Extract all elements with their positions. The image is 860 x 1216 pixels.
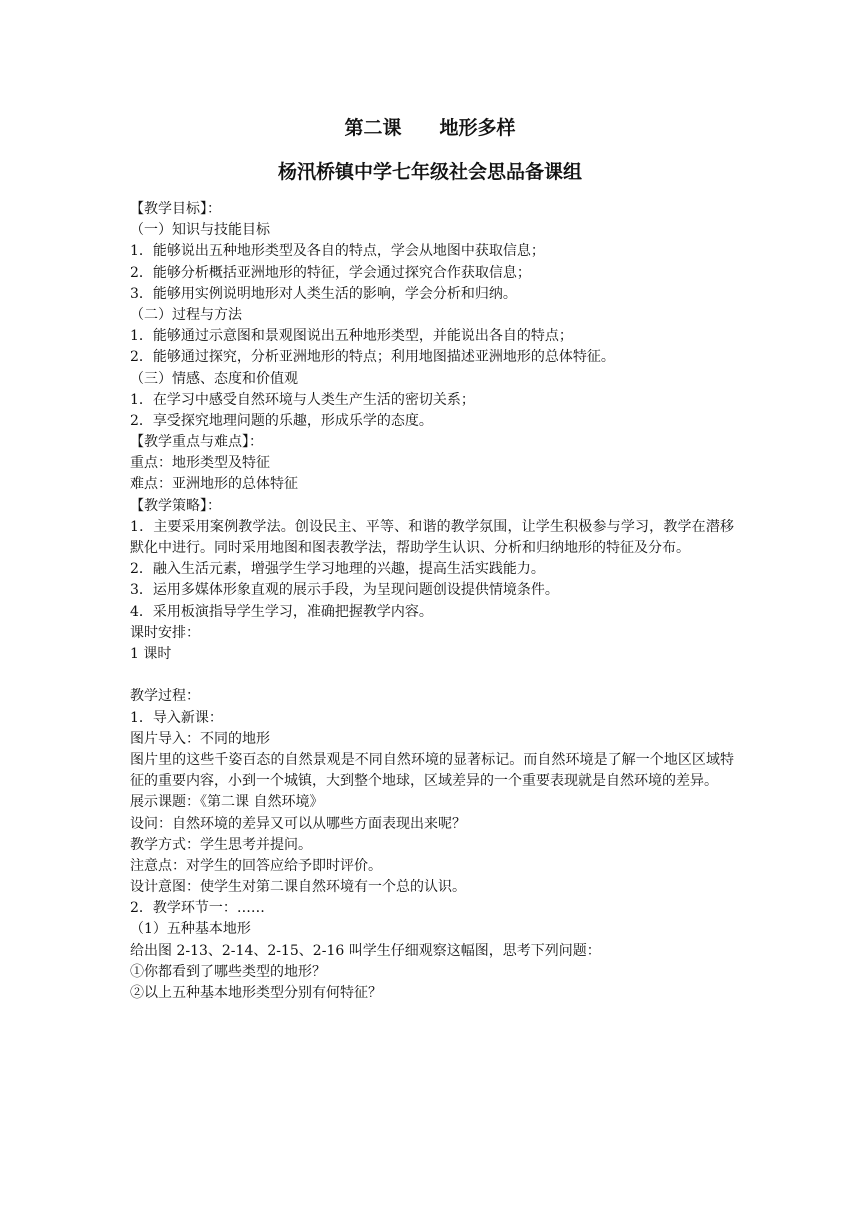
text-line: 设问：自然环境的差异又可以从哪些方面表现出来呢？ bbox=[130, 815, 466, 832]
text-line: （1）五种基本地形 bbox=[130, 921, 251, 938]
subsection-heading: （三）情感、态度和价值观 bbox=[130, 370, 298, 387]
text-line: 2．教学环节一：…… bbox=[130, 900, 265, 917]
list-item: 1．在学习中感受自然环境与人类生产生活的密切关系； bbox=[130, 391, 475, 408]
subsection-heading: （一）知识与技能目标 bbox=[130, 222, 270, 239]
list-item: 2．融入生活元素，增强学生学习地理的兴趣，提高生活实践能力。 bbox=[130, 561, 545, 578]
list-item: ①你都看到了哪些类型的地形？ bbox=[130, 963, 326, 980]
text-line: 展示课题：《第二课 自然环境》 bbox=[130, 794, 324, 811]
text-line: 给出图 2-13、2-14、2-15、2-16 叫学生仔细观察这幅图，思考下列问题： bbox=[130, 942, 601, 959]
list-item: 3．能够用实例说明地形对人类生活的影响，学会分析和归纳。 bbox=[130, 285, 517, 302]
list-item: 2．享受探究地理问题的乐趣，形成乐学的态度。 bbox=[130, 412, 433, 429]
text-line: 重点：地形类型及特征 bbox=[130, 455, 270, 472]
text-line: 课时安排： bbox=[130, 624, 200, 641]
list-item: 1．能够说出五种地形类型及各自的特点，学会从地图中获取信息； bbox=[130, 243, 545, 260]
list-item: 2．能够分析概括亚洲地形的特征，学会通过探究合作获取信息； bbox=[130, 264, 531, 281]
list-item: 2．能够通过探究，分析亚洲地形的特点；利用地图描述亚洲地形的总体特征。 bbox=[130, 349, 615, 366]
text-line: 注意点：对学生的回答应给予即时评价。 bbox=[130, 857, 382, 874]
document-body bbox=[130, 199, 734, 1004]
section-heading-key-points: 【教学重点与难点】： bbox=[130, 434, 263, 451]
text-line: 难点：亚洲地形的总体特征 bbox=[130, 476, 298, 493]
text-line: 图片导入：不同的地形 bbox=[130, 730, 270, 747]
list-item: 1．能够通过示意图和景观图说出五种地形类型，并能说出各自的特点； bbox=[130, 328, 573, 345]
list-item: 4．采用板演指导学生学习，准确把握教学内容。 bbox=[130, 603, 433, 620]
paragraph: 1．主要采用案例教学法。创设民主、平等、和谐的教学氛围，让学生积极参与学习，教学在潜移默化中进行。同时采用地图和图表教学法，帮助学生认识、分析和归纳地形的特征及分布。 bbox=[130, 518, 734, 557]
section-heading-strategy: 【教学策略】： bbox=[130, 497, 221, 514]
text-line: 1．导入新课： bbox=[130, 709, 223, 726]
list-item: 3．运用多媒体形象直观的展示手段，为呈现问题创设提供情境条件。 bbox=[130, 582, 559, 599]
page-title: 第二课 地形多样 bbox=[344, 117, 516, 139]
subsection-heading: （二）过程与方法 bbox=[130, 306, 242, 323]
text-line: 1 课时 bbox=[130, 645, 172, 662]
text-line: 教学过程： bbox=[130, 688, 200, 705]
text-line: 教学方式：学生思考并提问。 bbox=[130, 836, 312, 853]
blank-line bbox=[130, 665, 734, 686]
paragraph: 图片里的这些千姿百态的自然景观是不同自然环境的显著标记。而自然环境是了解一个地区区域特征的重要内容，小到一个城镇，大到整个地球，区域差异的一个重要表现就是自然环境的差异。 bbox=[130, 751, 734, 790]
list-item: ②以上五种基本地形类型分别有何特征？ bbox=[130, 985, 382, 1001]
page-subtitle: 杨汛桥镇中学七年级社会思品备课组 bbox=[277, 161, 582, 183]
text-line: 设计意图：使学生对第二课自然环境有一个总的认识。 bbox=[130, 879, 466, 896]
section-heading-objectives: 【教学目标】： bbox=[130, 201, 221, 217]
